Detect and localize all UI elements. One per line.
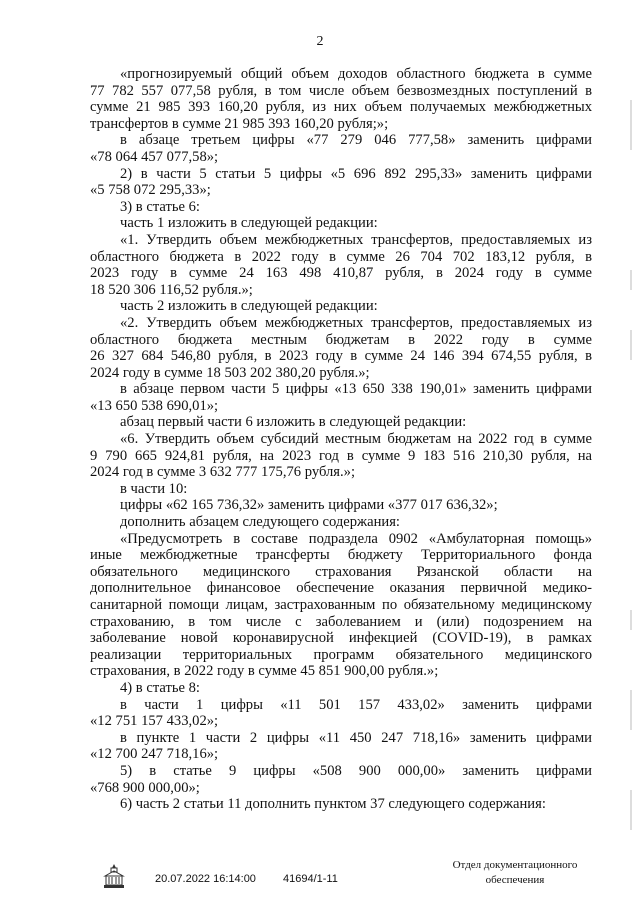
text-line: 2023 году в сумме 24 163 498 410,87 рубля, в 2024 году в сумме [90,265,592,282]
text-line: 2024 год в сумме 3 632 777 175,76 рубля.»; [90,464,356,481]
text-line: 77 782 557 077,58 рубля, в том числе объем безвозмездных поступлений в [90,82,592,99]
text-line: страхования, в 2022 году в сумме 45 851 900,00 рубля.»; [90,663,439,680]
text-line: 2024 году в сумме 18 503 202 380,20 рубля.»; [90,364,370,381]
text-line: цифры «62 165 736,32» заменить цифрами «377 017 636,32»; [120,497,498,514]
footer-dept-line1: Отдел документационного [452,859,578,871]
text-line: 9 790 665 924,81 рубля, на 2023 год в сумме 9 183 516 210,30 рубля, на [90,447,592,464]
text-line: 2) в части 5 статьи 5 цифры «5 696 892 295,33» заменить цифрами [120,165,592,182]
text-line: «12 751 157 433,02»; [90,713,219,730]
document-body [90,66,592,813]
text-line: 6) часть 2 статьи 11 дополнить пунктом 37 следующего содержания: [120,796,546,813]
text-line: в части 1 цифры «11 501 157 433,02» заменить цифрами [120,696,592,713]
text-line: в пункте 1 части 2 цифры «11 450 247 718,16» заменить цифрами [120,729,592,746]
text-line: страхованию, в том числе с заболеванием и (или) подозрением на [90,613,592,630]
text-line: 5) в статье 9 цифры «508 900 000,00» заменить цифрами [120,762,592,779]
text-line: областного бюджета в 2022 году в сумме 26 704 702 183,12 рубля, в [90,248,592,265]
text-line: «5 758 072 295,33»; [90,182,211,199]
text-line: дополнительное финансовое обеспечение оказания первичной медико- [90,580,592,597]
text-line: санитарной помощи лицам, застрахованным по обязательному медицинскому [90,597,592,613]
text-line: «768 900 000,00»; [90,779,200,796]
text-line: сумме 21 985 393 160,20 рубля, из них объем получаемых межбюджетных [90,99,592,116]
text-line: часть 1 изложить в следующей редакции: [120,215,378,232]
text-line: 26 327 684 546,80 рубля, в 2023 году в сумме 24 146 394 674,55 рубля, в [90,348,592,365]
text-line: «6. Утвердить объем субсидий местным бюджетам на 2022 год в сумме [120,431,592,448]
text-line: иные межбюджетные трансферты бюджету Территориального фонда [90,547,592,564]
footer-timestamp: 20.07.2022 16:14:00 [155,873,256,885]
text-line: абзац первый части 6 изложить в следующей редакции: [120,414,467,431]
text-line: трансфертов в сумме 21 985 393 160,20 рубля;»; [90,115,389,132]
text-line: «12 700 247 718,16»; [90,746,219,763]
text-line: «прогнозируемый общий объем доходов областного бюджета в сумме [120,66,592,82]
text-line: дополнить абзацем следующего содержания: [120,514,400,531]
text-line: заболевание новой коронавирусной инфекцией (COVID-19), в рамках [90,630,592,647]
text-line: «Предусмотреть в составе подраздела 0902 «Амбулаторная помощь» [120,530,592,547]
text-line: 4) в статье 8: [120,679,200,696]
page-number: 2 [316,34,324,49]
text-line: часть 2 изложить в следующей редакции: [120,298,378,315]
text-line: в части 10: [120,480,188,497]
footer-doc-number: 41694/1-11 [283,873,338,885]
text-line: 18 520 306 116,52 рубля.»; [90,281,253,298]
text-line: областного бюджета местным бюджетам в 2022 году в сумме [90,331,592,348]
text-line: в абзаце третьем цифры «77 279 046 777,58» заменить цифрами [120,132,592,149]
scan-margin-marks [628,90,634,850]
text-line: реализации территориальных программ обязательного медицинского [90,646,592,663]
text-line: «78 064 457 077,58»; [90,148,219,165]
footer-dept-line2: обеспечения [485,874,545,886]
text-line: в абзаце первом части 5 цифры «13 650 338 190,01» заменить цифрами [120,381,592,398]
footer-department [440,858,590,888]
text-line: «1. Утвердить объем межбюджетных трансфертов, предоставляемых из [120,231,592,248]
text-line: «13 650 538 690,01»; [90,397,219,414]
duma-building-icon [102,862,126,892]
text-line: «2. Утвердить объем межбюджетных трансфертов, предоставляемых из [120,314,592,331]
text-line: обязательного медицинского страхования Рязанской области на [90,563,592,580]
text-line: 3) в статье 6: [120,198,200,215]
